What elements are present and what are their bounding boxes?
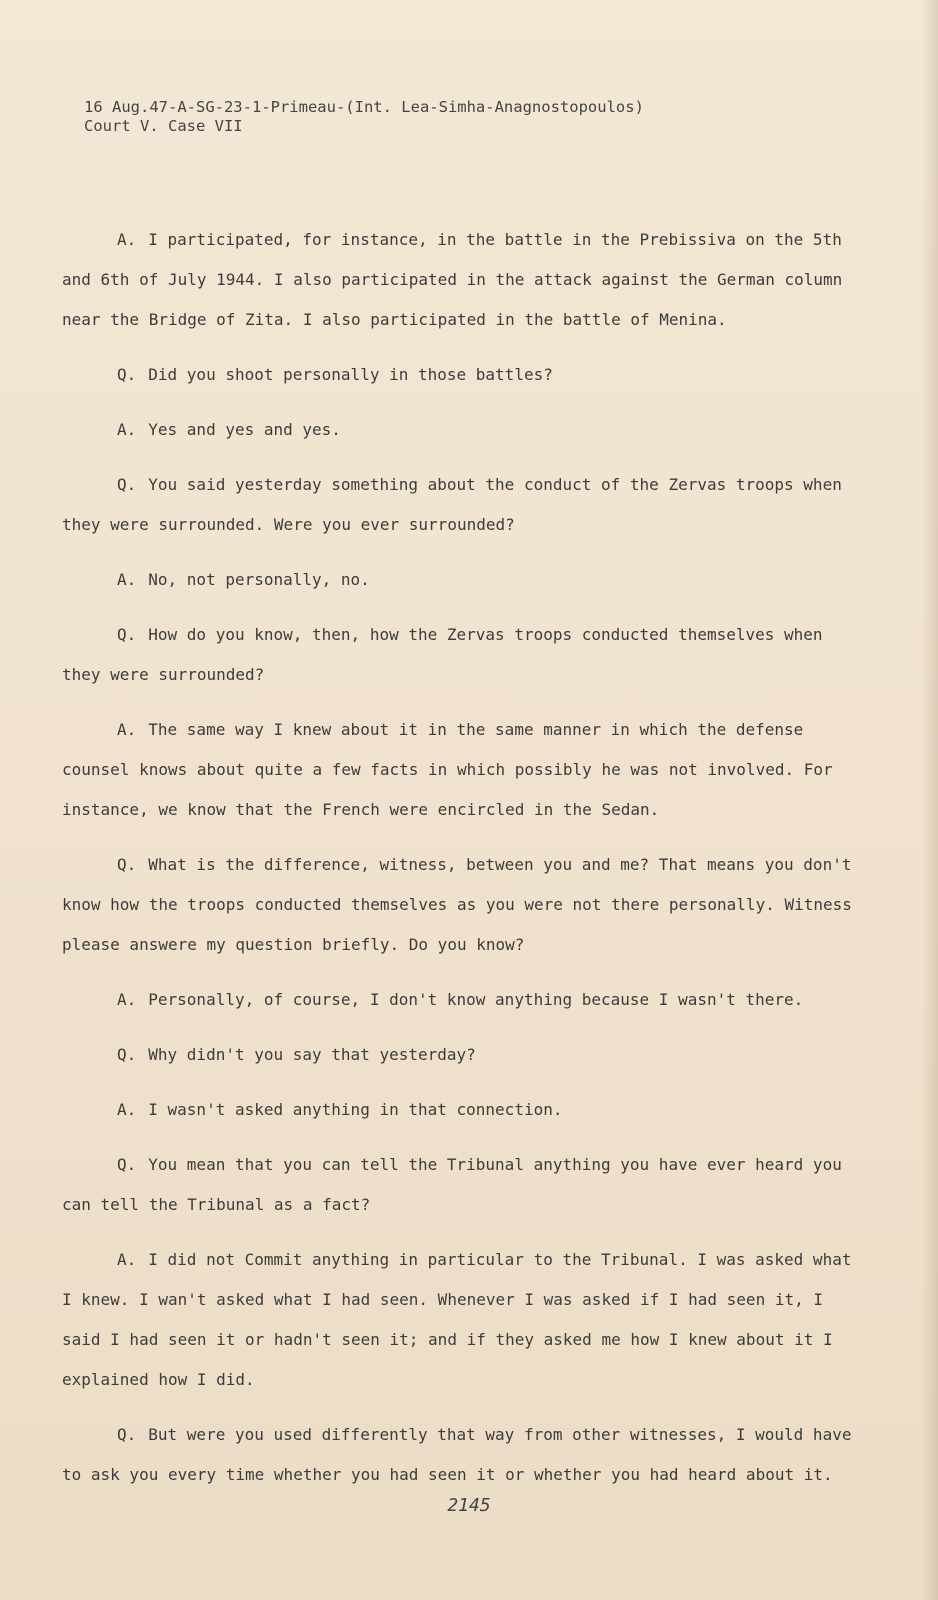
page-number: 2145 [447,1495,491,1516]
speaker-label: Q. [117,365,137,384]
paragraph-text: What is the difference, witness, between you and me? That means you don't know how the troops conducted themselves as you were not there personally. Witness please answere my question briefly. Do you know? [62,855,852,954]
transcript-paragraph [62,465,852,545]
speaker-label: Q. [117,625,137,644]
paragraph-text: I wasn't asked anything in that connection. [148,1100,563,1119]
paragraph-text: Why didn't you say that yesterday? [148,1045,476,1064]
page-edge-shadow [922,0,938,1600]
paragraph-text: Did you shoot personally in those battles? [148,365,553,384]
speaker-label: Q. [117,1425,137,1444]
speaker-label: A. [117,230,137,249]
transcript-paragraph [62,980,852,1020]
transcript-paragraph [62,710,852,830]
speaker-label: Q. [117,855,137,874]
speaker-label: A. [117,1100,137,1119]
transcript-paragraph [62,1035,852,1075]
paragraph-text: But were you used differently that way from other witnesses, I would have to ask you every time whether you had seen it or whether you had heard about it. [62,1425,852,1484]
speaker-label: A. [117,420,137,439]
paragraph-text: I participated, for instance, in the battle in the Prebissiva on the 5th and 6th of July 1944. I also participated in the attack against the German column near the Bridge of Zita. I also participated in the battle of Menina. [62,230,843,329]
speaker-label: Q. [117,1045,137,1064]
transcript-paragraph [62,410,852,450]
paragraph-text: Personally, of course, I don't know anything because I wasn't there. [148,990,804,1009]
transcript-paragraph [62,1240,852,1400]
speaker-label: A. [117,720,137,739]
paragraph-text: I did not Commit anything in particular to the Tribunal. I was asked what I knew. I wan't asked what I had seen. Whenever I was asked if I had seen it, I said I had seen it or hadn't seen it; and if they asked me how I knew about it I explained how I did. [62,1250,852,1389]
transcript-paragraph [62,1415,852,1495]
paragraph-text: How do you know, then, how the Zervas troops conducted themselves when they were surrounded? [62,625,823,684]
transcript-paragraph [62,1145,852,1225]
document-header [84,98,644,136]
speaker-label: A. [117,1250,137,1269]
transcript-paragraph [62,615,852,695]
paragraph-text: No, not personally, no. [148,570,370,589]
transcript-body [62,220,852,1510]
transcript-paragraph [62,845,852,965]
paragraph-text: Yes and yes and yes. [148,420,341,439]
transcript-paragraph [62,355,852,395]
paragraph-text: You mean that you can tell the Tribunal anything you have ever heard you can tell the Tribunal as a fact? [62,1155,842,1214]
transcript-paragraph [62,560,852,600]
transcript-paragraph [62,1090,852,1130]
header-reference-line: 16 Aug.47-A-SG-23-1-Primeau-(Int. Lea-Simha-Anagnostopoulos) [84,98,644,116]
speaker-label: A. [117,570,137,589]
speaker-label: Q. [117,475,137,494]
speaker-label: Q. [117,1155,137,1174]
header-court-line: Court V. Case VII [84,117,243,135]
speaker-label: A. [117,990,137,1009]
paragraph-text: You said yesterday something about the conduct of the Zervas troops when they were surrounded. Were you ever surrounded? [62,475,842,534]
transcript-paragraph [62,220,852,340]
paragraph-text: The same way I knew about it in the same manner in which the defense counsel knows about quite a few facts in which possibly he was not involved. For instance, we know that the French were encircled in the Sedan. [62,720,833,819]
